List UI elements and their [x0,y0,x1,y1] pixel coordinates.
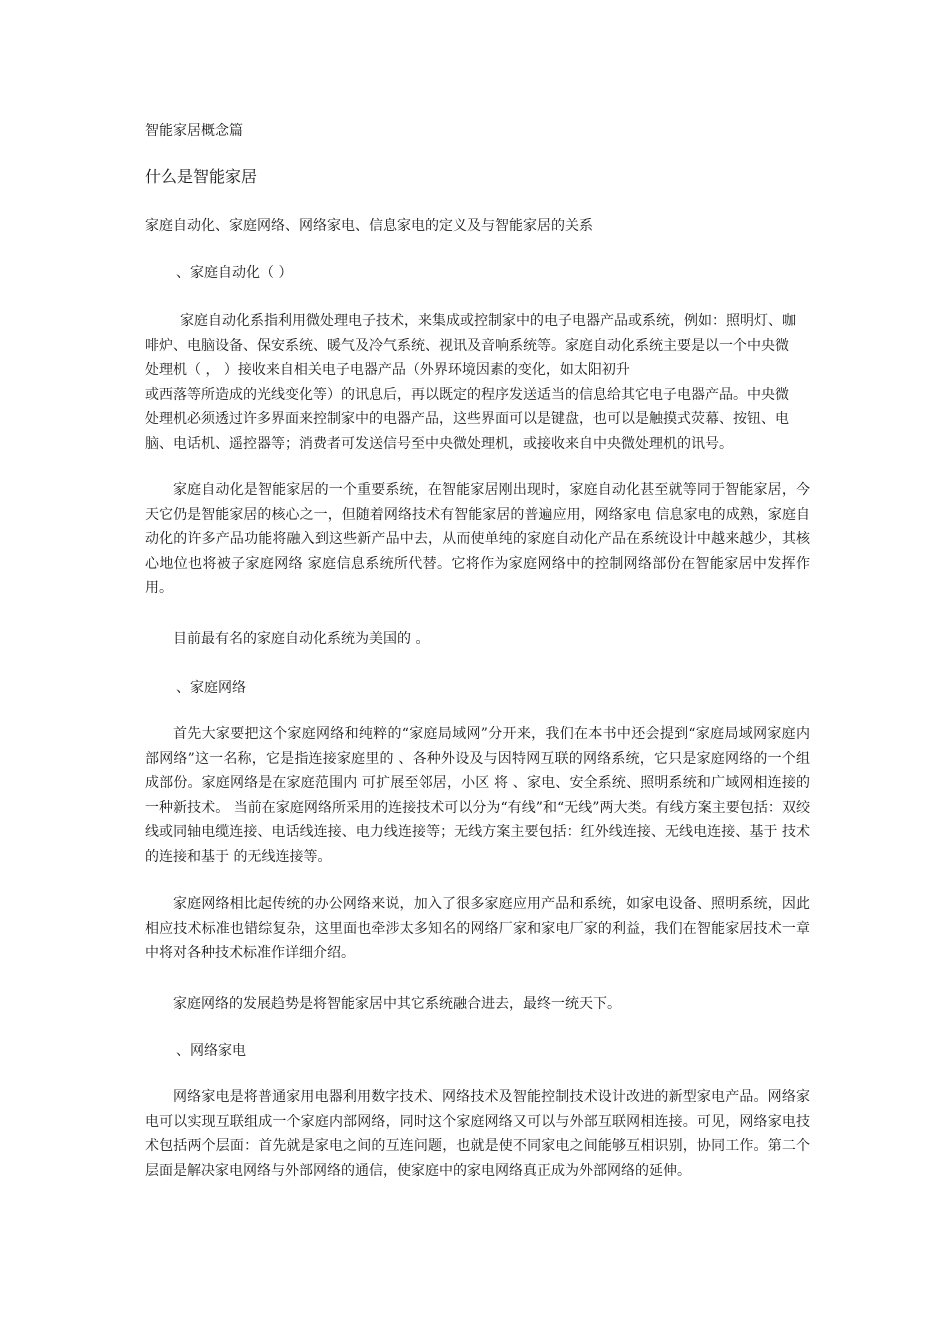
subtitle: 家庭自动化、家庭网络、网络家电、信息家电的定义及与智能家居的关系 [145,218,593,234]
paragraph-network-appliance: 网络家电是将普通家用电器利用数字技术、网络技术及智能控制技术设计改进的新型家电产品。网络家电可以实现互联组成一个家庭内部网络，同时这个家庭网络又可以与外部互联网相连接。可见，网络家电技术包括两个层面：首先就是家电之间的互连问题，也就是使不同家电之间能够互相识别，协同工作。第二个层面是解决家电网络与外部网络的通信，使家庭中的家电网络真正成为外部网络的延伸。 [145,1089,810,1179]
paragraph-line: 或西落等所造成的光线变化等）的讯息后，再以既定的程序发送适当的信息给其它电子电器产品。中央微 [145,386,789,403]
paragraph-home-network-definition: 首先大家要把这个家庭网络和纯粹的“家庭局域网”分开来，我们在本书中还会提到“家庭局域网家庭内部网络”这一名称，它是指连接家庭里的 、各种外设及与因特网互联的网络系统，它只是家庭网络的一个组成部份。家庭网络是在家庭范围内 可扩展至邻居，小区 将 、家电、安全系统、照明系统和广域网相连接的一种新技术。 当前在家庭网络所采用的连接技术可以分为“有线”和“无线”两大类。有线方案主要包括：双绞线或同轴电缆连接、电话线连接、电力线连接等；无线方案主要包括：红外线连接、无线电连接、基于 技术的连接和基于 的无线连接等。 [145,726,810,865]
paragraph-home-automation-definition [145,309,810,456]
heading-home-network: 、家庭网络 [176,680,246,696]
paragraph-line: 脑、电话机、遥控器等；消费者可发送信号至中央微处理机，或接收来自中央微处理机的讯号。 [145,435,733,452]
section-label: 智能家居概念篇 [145,123,243,139]
paragraph-home-network-standards: 家庭网络相比起传统的办公网络来说，加入了很多家庭应用产品和系统，如家电设备、照明系统，因此相应技术标准也错综复杂，这里面也牵涉太多知名的网络厂家和家电厂家的利益，我们在智能家居技术一章中将对各种技术标准作详细介绍。 [145,896,810,961]
paragraph-line: 处理机必须透过许多界面来控制家中的电器产品，这些界面可以是键盘，也可以是触摸式荧幕、按钮、电 [145,411,789,427]
paragraph-famous-system: 目前最有名的家庭自动化系统为美国的 。 [173,631,430,647]
paragraph-home-network-trend: 家庭网络的发展趋势是将智能家居中其它系统融合进去，最终一统天下。 [173,996,621,1012]
paragraph-home-automation-role: 家庭自动化是智能家居的一个重要系统，在智能家居刚出现时，家庭自动化甚至就等同于智能家居，今天它仍是智能家居的核心之一，但随着网络技术有智能家居的普遍应用，网络家电 信息家电的成熟，家庭自动化的许多产品功能将融入到这些新产品中去，从而使单纯的家庭自动化产品在系统设计中越来越少，其核心地位也将被子家庭网络 家庭信息系统所代替。它将作为家庭网络中的控制网络部份在智能家居中发挥作用。 [145,482,810,596]
chapter-title: 什么是智能家居 [145,167,258,186]
heading-network-appliance: 、网络家电 [176,1043,246,1059]
paragraph-line: 啡炉、电脑设备、保安系统、暖气及冷气系统、视讯及音响系统等。家庭自动化系统主要是以一个中央微 [145,337,789,354]
heading-home-automation: 、家庭自动化（ ） [176,265,293,281]
paragraph-line: 处理机（ ， ）接收来自相关电子电器产品（外界环境因素的变化，如太阳初升 [145,362,630,378]
paragraph-line: 家庭自动化系指利用微处理电子技术，来集成或控制家中的电子电器产品或系统，例如：照明灯、咖 [180,313,796,329]
